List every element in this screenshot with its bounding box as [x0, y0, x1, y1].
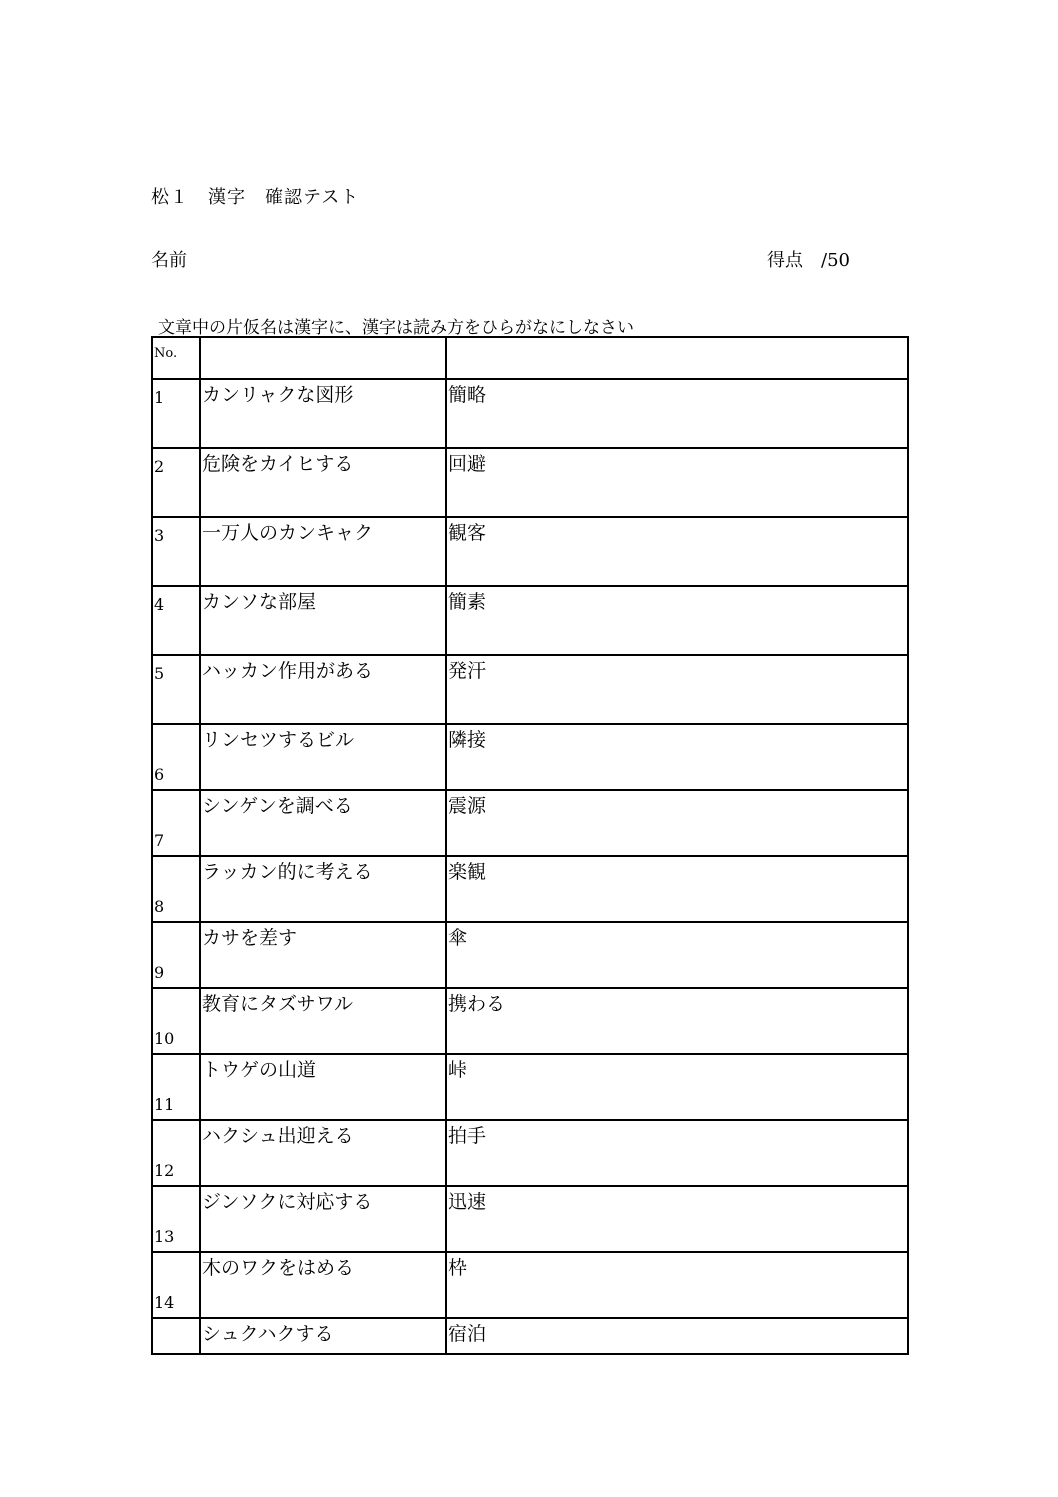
table-row [152, 988, 908, 1054]
table-header-row [152, 337, 908, 379]
row-answer: 拍手 [446, 1120, 908, 1186]
table-row [152, 790, 908, 856]
row-number: 5 [152, 655, 200, 724]
table-row [152, 1120, 908, 1186]
instructions: 文章中の片仮名は漢字に、漢字は読み方をひらがなにしなさい [158, 318, 634, 338]
row-number: 4 [152, 586, 200, 655]
row-question: ハッカン作用がある [200, 655, 446, 724]
row-number: 10 [152, 988, 200, 1054]
row-answer: 発汗 [446, 655, 908, 724]
row-number: 6 [152, 724, 200, 790]
table-row [152, 1252, 908, 1318]
row-number: 12 [152, 1120, 200, 1186]
row-question: 危険をカイヒする [200, 448, 446, 517]
row-number: 13 [152, 1186, 200, 1252]
row-answer: 観客 [446, 517, 908, 586]
row-answer: 宿泊 [446, 1318, 908, 1354]
row-question: 一万人のカンキャク [200, 517, 446, 586]
header-answer [446, 337, 908, 379]
table-row [152, 1054, 908, 1120]
table-row [152, 655, 908, 724]
row-answer: 迅速 [446, 1186, 908, 1252]
row-question: ジンソクに対応する [200, 1186, 446, 1252]
table-row [152, 448, 908, 517]
row-answer: 枠 [446, 1252, 908, 1318]
table-row [152, 724, 908, 790]
row-answer: 傘 [446, 922, 908, 988]
header-no: No. [152, 337, 200, 379]
row-answer: 簡素 [446, 586, 908, 655]
table-row [152, 1186, 908, 1252]
row-number: 9 [152, 922, 200, 988]
row-answer: 震源 [446, 790, 908, 856]
row-number: 1 [152, 379, 200, 448]
score-label: 得点 /50 [767, 250, 850, 271]
row-number: 8 [152, 856, 200, 922]
table-row [152, 586, 908, 655]
row-number: 2 [152, 448, 200, 517]
table-row [152, 922, 908, 988]
table-row [152, 379, 908, 448]
table-row [152, 856, 908, 922]
row-number: 7 [152, 790, 200, 856]
row-answer: 隣接 [446, 724, 908, 790]
row-question: カンソな部屋 [200, 586, 446, 655]
row-answer: 峠 [446, 1054, 908, 1120]
table-row [152, 517, 908, 586]
row-number: 14 [152, 1252, 200, 1318]
header-question [200, 337, 446, 379]
row-answer: 楽観 [446, 856, 908, 922]
row-question: リンセツするビル [200, 724, 446, 790]
row-question: ラッカン的に考える [200, 856, 446, 922]
row-answer: 携わる [446, 988, 908, 1054]
row-number [152, 1318, 200, 1354]
row-question: カンリャクな図形 [200, 379, 446, 448]
row-question: トウゲの山道 [200, 1054, 446, 1120]
row-question: シュクハクする [200, 1318, 446, 1354]
row-number: 3 [152, 517, 200, 586]
row-question: カサを差す [200, 922, 446, 988]
row-answer: 回避 [446, 448, 908, 517]
row-question: シンゲンを調べる [200, 790, 446, 856]
row-answer: 簡略 [446, 379, 908, 448]
row-question: ハクシュ出迎える [200, 1120, 446, 1186]
name-label: 名前 [151, 250, 187, 271]
row-question: 木のワクをはめる [200, 1252, 446, 1318]
row-question: 教育にタズサワル [200, 988, 446, 1054]
table-row [152, 1318, 908, 1354]
kanji-table [151, 336, 909, 1355]
row-number: 11 [152, 1054, 200, 1120]
page-title: 松１ 漢字 確認テスト [151, 187, 360, 208]
